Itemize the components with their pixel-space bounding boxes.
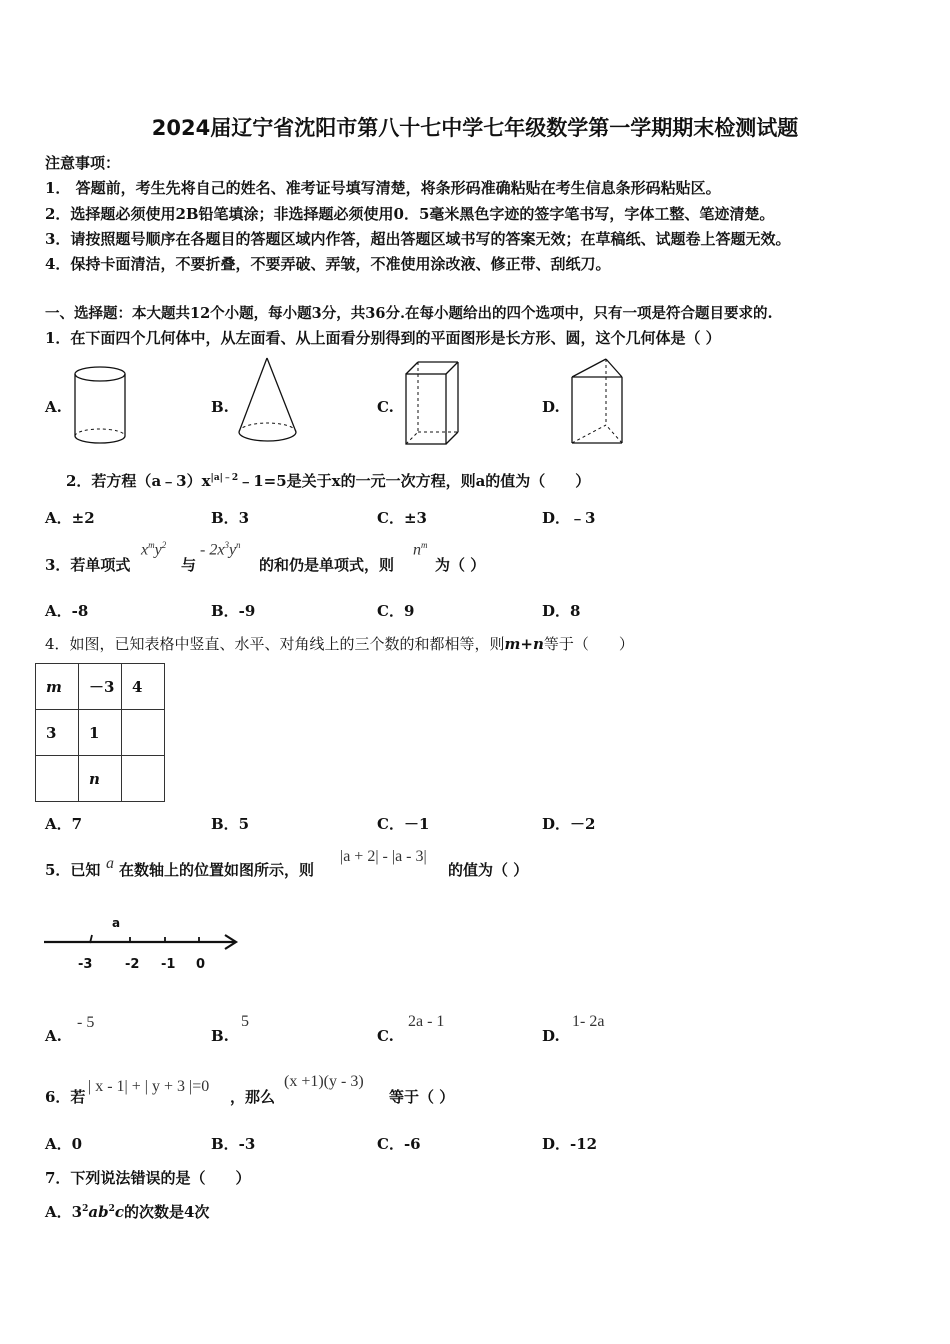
q7-option-a: A．$3^2ab^2c$的次数是4次 xyxy=(45,1203,210,1221)
q3-option-d: D．8 xyxy=(542,602,581,620)
notice-item-4: 4．保持卡面清洁，不要折叠，不要弄破、弄皱，不准使用涂改液、修正带、刮纸刀。 xyxy=(45,255,611,273)
q6-option-b: B．-3 xyxy=(211,1135,256,1153)
q4-stem: 4．如图，已知表格中竖直、水平、对角线上的三个数的和都相等，则m+n等于（ ） xyxy=(45,635,634,653)
q1-option-a-label: A. xyxy=(45,398,62,416)
cone-icon xyxy=(236,356,300,446)
q3-option-c: C．9 xyxy=(377,602,415,620)
notice-heading: 注意事项： xyxy=(45,154,121,172)
q3-option-a: A．-8 xyxy=(45,602,89,620)
table-cell xyxy=(36,756,79,802)
q5-stem-post: 的值为（ ） xyxy=(448,861,529,879)
triangular-prism-icon xyxy=(568,357,632,447)
table-cell xyxy=(122,756,165,802)
q6-option-a: A．0 xyxy=(45,1135,83,1153)
q5-option-c-label: C. xyxy=(377,1027,394,1045)
q3-stem-end: 为（ ） xyxy=(435,556,486,574)
notice-item-2: 2．选择题必须使用2B铅笔填涂；非选择题必须使用0．5毫米黑色字迹的签字笔书写，字体工整、笔迹清楚。 xyxy=(45,205,775,223)
q6-expression: (x +1)(y - 3) xyxy=(284,1073,364,1090)
table-cell: 1 xyxy=(79,710,122,756)
number-line-point-label: a xyxy=(112,916,121,930)
magic-square-table xyxy=(35,663,165,802)
tick-label: -2 xyxy=(125,957,140,972)
q2-option-c: C．±3 xyxy=(377,509,427,527)
q5-option-d-value: 1- 2a xyxy=(572,1013,605,1030)
section-heading: 一、选择题：本大题共12个小题，每小题3分，共36分.在每小题给出的四个选项中，只有一项是符合题目要求的. xyxy=(45,305,773,322)
q4-option-b: B．5 xyxy=(211,815,250,833)
q5-var: a xyxy=(106,855,114,872)
table-cell: －3 xyxy=(79,664,122,710)
table-row xyxy=(36,756,165,802)
q6-option-d: D．-12 xyxy=(542,1135,598,1153)
q3-stem-mid: 与 xyxy=(181,556,197,574)
q2-stem: 2．若方程$(a﹣3)x^{|a|﹣2}﹣1=5$是关于x的一元一次方程，则a的值为（ ） xyxy=(66,472,591,490)
table-cell: m xyxy=(36,664,79,710)
q4-option-c: C．－1 xyxy=(377,815,430,833)
q6-option-c: C．-6 xyxy=(377,1135,421,1153)
page-title: 2024届辽宁省沈阳市第八十七中学七年级数学第一学期期末检测试题 xyxy=(151,116,799,140)
q5-option-d-label: D. xyxy=(542,1027,560,1045)
q5-stem-mid: 在数轴上的位置如图所示，则 xyxy=(119,861,315,879)
q3-option-b: B．-9 xyxy=(211,602,256,620)
notice-item-1: 1． 答题前，考生先将自己的姓名、准考证号填写清楚，将条形码准确粘贴在考生信息条形码粘贴区。 xyxy=(45,179,721,197)
table-cell: 3 xyxy=(36,710,79,756)
q1-option-d-label: D. xyxy=(542,398,560,416)
q1-stem: 1．在下面四个几何体中，从左面看、从上面看分别得到的平面图形是长方形、圆，这个几何体是（ ） xyxy=(45,329,721,347)
q3-power: $n^m$ xyxy=(413,540,428,559)
tick-label: -1 xyxy=(161,957,176,972)
q3-stem-post: 的和仍是单项式，则 xyxy=(259,556,395,574)
q6-stem-mid: ，那么 xyxy=(230,1088,276,1106)
table-row xyxy=(36,710,165,756)
table-cell: 4 xyxy=(122,664,165,710)
q4-option-d: D．－2 xyxy=(542,815,596,833)
tick-label: 0 xyxy=(196,957,206,972)
q5-option-b-label: B. xyxy=(211,1027,229,1045)
q6-stem-post: 等于（ ） xyxy=(389,1088,455,1106)
number-line xyxy=(44,912,244,978)
cuboid-icon xyxy=(402,360,462,450)
table-cell xyxy=(122,710,165,756)
tick-label: -3 xyxy=(78,957,93,972)
q2-option-b: B．3 xyxy=(211,509,250,527)
q5-stem-pre: 5．已知 xyxy=(45,861,101,879)
q1-option-b-label: B. xyxy=(211,398,229,416)
q2-option-a: A．±2 xyxy=(45,509,95,527)
q5-option-a-label: A. xyxy=(45,1027,62,1045)
q4-option-a: A．7 xyxy=(45,815,83,833)
q3-monomial-1: $x^my^2$ xyxy=(141,540,167,559)
notice-item-3: 3．请按照题号顺序在各题目的答题区域内作答，超出答题区域书写的答案无效；在草稿纸、试题卷上答题无效。 xyxy=(45,230,791,248)
q6-stem-pre: 6．若 xyxy=(45,1088,86,1106)
q2-option-d: D．﹣3 xyxy=(542,509,596,527)
table-cell: n xyxy=(79,756,122,802)
cylinder-icon xyxy=(70,364,130,448)
table-row xyxy=(36,664,165,710)
q5-expression: |a + 2| - |a - 3| xyxy=(340,848,427,865)
q1-option-c-label: C. xyxy=(377,398,394,416)
q5-option-b-value: 5 xyxy=(241,1013,249,1030)
q6-condition: | x - 1| + | y + 3 |=0 xyxy=(88,1078,210,1095)
q5-option-c-value: 2a - 1 xyxy=(408,1013,445,1030)
q3-monomial-2: - $2x^3y^n$ xyxy=(200,540,241,559)
q5-option-a-value: - 5 xyxy=(77,1014,95,1031)
q7-stem: 7．下列说法错误的是（ ） xyxy=(45,1169,251,1187)
q3-stem-pre: 3．若单项式 xyxy=(45,556,131,574)
